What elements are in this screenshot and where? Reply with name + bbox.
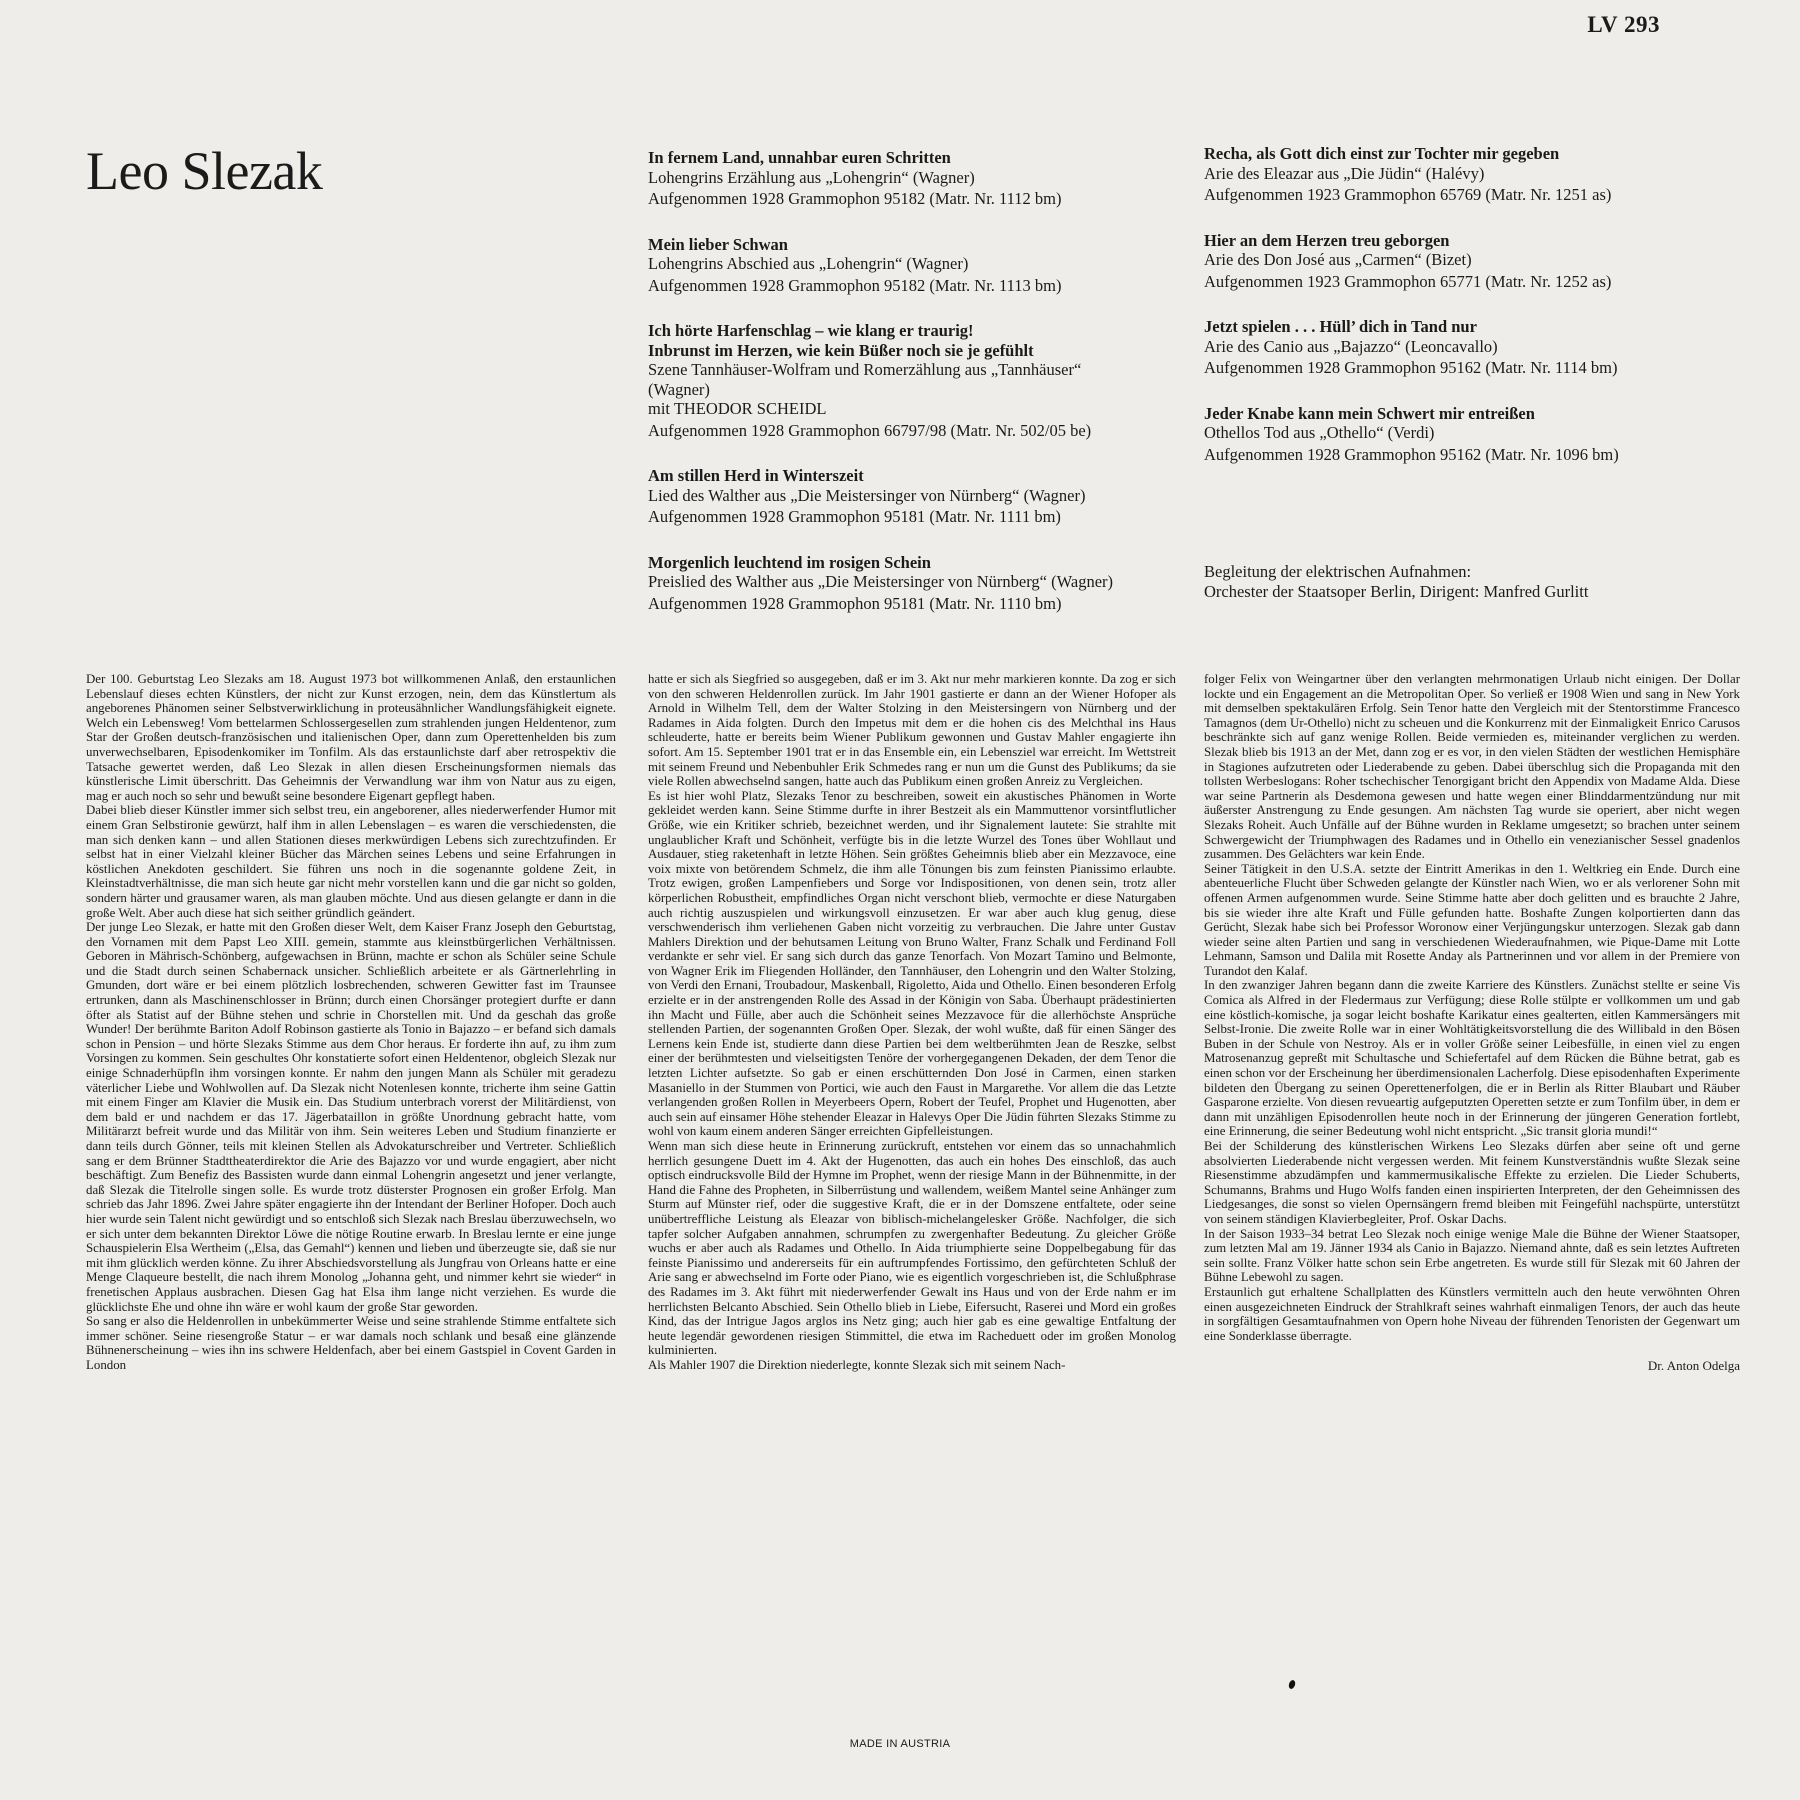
track-entry [648, 466, 1188, 527]
track-recording-info: Aufgenommen 1928 Grammophon 95162 (Matr. Nr. 1096 bm) [1204, 444, 1619, 464]
essay-paragraph: Als Mahler 1907 die Direktion niederlegte, konnte Slezak sich mit seinem Nach- [648, 1357, 1066, 1372]
essay-paragraph: Der junge Leo Slezak, er hatte mit den Großen dieser Welt, dem Kaiser Franz Joseph den Geburtstag, den Vornamen mit dem Papst Leo XIII. gemein, stammte aus kleinstbürgerlichen Verhältnissen. Geboren in Mährisch-Schönberg, aufgewachsen in Brünn, machte er schon als Schüler seine Schule und die Stadt durch seinen Schabernack unsicher. Schließlich arbeitete er als Gärtnerlehrling in Gmunden, dort wäre er bei einem plötzlich losbrechenden, schweren Gewitter fast im Traunsee ertrunken, dann als Maschinenschlosser in Brünn; durch einen Chorsänger protegiert durfte er dann öfter als Statist auf der Bühne stehen und schrie in Chorstellen mit. Und da geschah das große Wunder! Der berühmte Bariton Adolf Robinson gastierte als Tonio in Bajazzo – er befand sich damals schon in Pension – und hörte Slezaks Stimme aus dem Chor heraus. Er forderte ihn auf, zu ihm zum Vorsingen zu kommen. Sein geschultes Ohr konstatierte sofort einen Heldentenor, obgleich Slezak nur einige Schnaderhüpfln ihm vorsingen konnte. Er nahm den jungen Mann als Schüler mit geradezu väterlicher Liebe und Wohlwollen auf. Da Slezak nicht Notenlesen konnte, tricherte ihm seine Gattin mit einem Finger am Klavier die Musik ein. Das Studium unterbrach vorerst der Militärdienst, von dem bald er und nachdem er das 17. Jägerbataillon in größte Unordnung gebracht hatte, vom Militärarzt befreit wurde und das Militär von ihm. Sein weiteres Leben und Studium finanzierte er dann teils durch Gönner, teils mit kleinen Stellen als Advokaturschreiber und Vertreter. Schließlich sang er dem Brünner Stadttheaterdirektor die Arie des Bajazzo vor und wurde engagiert, aber nicht beschäftigt. Zum Benefiz des Bassisten wurde dann einmal Lohengrin angesetzt und jener verlangte, daß Slezak die Titelrolle singen solle. Es wurde trotz düsterster Prognosen ein großer Erfolg. Man schrieb das Jahr 1896. Zwei Jahre später engagierte ihn der Intendant der Berliner Hofoper. Doch auch hier wurde sein Talent nicht gewürdigt und so entschloß sich Slezak nach Breslau überzuwechseln, wo er sich unter dem bekannten Direktor Löwe die nötige Routine erwarb. In Breslau lernte er eine junge Schauspielerin Elsa Wertheim („Elsa, das Gemahl“) kennen und lieben und überzeugte sie, daß sie nur mit ihm glücklich werden könne. Zu ihrer Abschiedsvorstellung als Jungfrau von Orleans hatte er eine Menge Claqueure bestellt, die nach ihrem Monolog „Johanna geht, und nimmer kehrt sie wieder“ in frenetischen Applaus ausbrachen. Diesen Gag hat Elsa ihm lange nicht verziehen. Es wurde die glücklichste Ehe und ohne ihn wäre er wohl kaum der große Star geworden. [86, 920, 616, 1314]
accompaniment-credit [1204, 562, 1724, 601]
track-title: Recha, als Gott dich einst zur Tochter mir gegeben [1204, 144, 1560, 163]
track-title: Jetzt spielen . . . Hüll’ dich in Tand nur [1204, 317, 1477, 336]
track-recording-info: Aufgenommen 1923 Grammophon 65769 (Matr. Nr. 1251 as) [1204, 185, 1612, 204]
track-description: Arie des Eleazar aus „Die Jüdin“ (Halévy) [1204, 163, 1485, 183]
track-description: Szene Tannhäuser-Wolfram und Romerzählung aus „Tannhäuser“ [648, 360, 1082, 379]
track-recording-info: Aufgenommen 1928 Grammophon 66797/98 (Matr. Nr. 502/05 be) [648, 420, 1092, 440]
essay-column-3 [1204, 672, 1740, 1374]
essay-paragraph: Dabei blieb dieser Künstler immer sich selbst treu, ein angeborener, alles niederwerfender Humor mit einem Gran Selbstironie gewürzt, half ihm in allen Lebenslagen – es waren die verschiedensten, die man sich denken kann – und allen Stationen dieses merkwürdigen Lebens sich zurechtzufinden. Er selbst hat in einer Vielzahl kleiner Bücher das Märchen seines Lebens und seine Erfahrungen in köstlichen Anekdoten geschildert. Sie führen uns noch in die sogenannte goldene Zeit, in Kleinstadtverhältnisse, die man sich heute gar nicht mehr vorstellen kann und die gar nicht so golden, sondern härter und grausamer waren, als man glauben möchte. Und aus diesen gelangte er dann in die große Welt. Aber auch diese hat sich seither gründlich geändert. [86, 803, 616, 920]
track-description: (Wagner) [648, 379, 710, 399]
track-title: Hier an dem Herzen treu geborgen [1204, 230, 1450, 250]
artist-name: Leo Slezak [86, 141, 323, 201]
track-recording-info: Aufgenommen 1928 Grammophon 95182 (Matr. Nr. 1112 bm) [648, 189, 1062, 208]
track-recording-info: Aufgenommen 1923 Grammophon 65771 (Matr. Nr. 1252 as) [1204, 271, 1612, 291]
accompaniment-orchestra: Orchester der Staatsoper Berlin, Dirigent: Manfred Gurlitt [1204, 581, 1589, 601]
author-signature: Dr. Anton Odelga [1647, 1358, 1740, 1374]
essay-paragraph: Der 100. Geburtstag Leo Slezaks am 18. August 1973 bot willkommenen Anlaß, den erstaunlichen Lebenslauf dieses echten Künstlers, der nicht zur Kunst erzogen, nein, dem das Künstlertum als angeborenes Phänomen seiner Selbstverwirklichung in proteusähnlicher Wandlungsfähigkeit eignete. Welch ein Lebensweg! Vom bettelarmen Schlossergesellen zum strahlenden jungen Heldentenor, zum Star der Großen deutsch-französischen und italienischen Oper, dann zum Operettenhelden bis zum unverwechselbaren, Episodenkomiker im Tonfilm. Als das erstaunlichste darf aber retrospektiv die Tatsache gewertet werden, daß Leo Slezak in allen diesen Erscheinungsformen niemals das künstlerische Limit überschritt. Das Geheimnis der Verwandlung war ihm von Natur aus zu eigen, mag er auch noch so sehr und bewußt seine besondere Eigenart gepflegt haben. [86, 672, 616, 803]
made-in-label: MADE IN AUSTRIA [849, 1738, 951, 1750]
track-description: Preislied des Walther aus „Die Meistersinger von Nürnberg“ (Wagner) [648, 572, 1114, 591]
accompaniment-heading: Begleitung der elektrischen Aufnahmen: [1204, 562, 1472, 581]
essay-column-2 [648, 672, 1176, 1373]
track-title: Ich hörte Harfenschlag – wie klang er traurig! [648, 321, 974, 340]
essay-paragraph: Es ist hier wohl Platz, Slezaks Tenor zu beschreiben, soweit ein akustisches Phänomen in Worte gekleidet werden kann. Seine Stimme durfte in ihrer Bestzeit als ein Mammuttenor vorsintflutlicher Größe, wie ein Kritiker schrieb, bezeichnet werden, und ihr Signalement lautete: Sie strahlte mit unglaublicher Kraft und Schönheit, verfügte bis in die letzte Wurzel des Tones über Wohllaut und Ausdauer, stieg raketenhaft in letzte Höhen. Sein größtes Geheimnis blieb aber ein Mezzavoce, eine voix mixte von betörendem Schmelz, die ihm alle Tönungen bis zum feinsten Pianissimo erlaubte. Trotz ewigen, großen Lampenfiebers und Sorge vor Indispositionen, von denen sein, trotz aller körperlichen Robustheit, empfindliches Organ nicht verschont blieb, vermochte er diese Naturgaben auch richtig auszuspielen und wirkungsvoll einzusetzen. Er war aber auch klug genug, diese verschwenderisch ihm verliehenen Gaben nicht vorzeitig zu verbrauchen. Die Jahre unter Gustav Mahlers Direktion und der behutsamen Leitung von Bruno Walter, Franz Schalk und Ferdinand Foll verdankte er sehr viel. Er sang sich durch das ganze Tenorfach. Von Mozart Tamino und Belmonte, von Wagner Erik im Fliegenden Holländer, den Tannhäuser, den Lohengrin und den Walter Stolzing, von Verdi den Ernani, Troubadour, Maskenball, Rigoletto, Aida und Othello. Einen besonderen Erfolg erzielte er in der anstrengenden Rolle des Assad in der Königin von Saba. Überhaupt prädestinierten ihn Macht und Fülle, aber auch die Schönheit seines Mezzavoce für die allerhöchste Ansprüche stellenden Partien, der sogenannten Großen Oper. Slezak, der wohl wußte, daß für einen Sänger des Lernens kein Ende ist, studierte dann diese Partien bei dem weltberühmten Jean de Reszke, selbst einer der berühmtesten und vielseitigsten Tenöre der vorhergegangenen Dekaden, der dem Tenor die letzten Lichter aufsetzte. So gab er einen erschütternden Don José in Carmen, einen starken Masaniello in der Stummen von Portici, wie auch den Faust in Margarethe. Vor allem die das Letzte verlangenden großen Rollen in Meyerbeers Opern, Robert der Teufel, Prophet und Hugenotten, aber auch sein auf einsamer Höhe stehender Eleazar in Halevys Oper Die Jüdin führten Slezaks Stimme zu wohl von kaum einem anderen Sänger erreichten Gipfelleistungen. [648, 788, 1176, 1139]
track-description: mit THEODOR SCHEIDL [648, 399, 827, 418]
track-entry [1204, 144, 1724, 205]
track-description: Othellos Tod aus „Othello“ (Verdi) [1204, 423, 1435, 442]
print-speck [1288, 1679, 1297, 1690]
track-list-right [1204, 144, 1724, 490]
essay-paragraph: So sang er also die Heldenrollen in unbekümmerter Weise und seine strahlende Stimme entfaltete sich immer schöner. Seine riesengroße Statur – er war damals noch schlank und besaß eine glänzende Bühnenerscheinung – wies ihn ins schwere Heldenfach, aber bei einem Gastspiel in Covent Garden in London [86, 1314, 616, 1372]
essay-paragraph: hatte er sich als Siegfried so ausgegeben, daß er im 3. Akt nur mehr markieren konnte. Da zog er sich von den schweren Heldenrollen zurück. Im Jahr 1901 gastierte er dann an der Wiener Hofoper als Arnold in Wilhelm Tell, dem der Walter Stolzing in den Meistersingern von Nürnberg und der Radames in Aida folgten. Durch den Impetus mit dem er die hohen cis des Melchthal ins Haus schleuderte, hatte er bereits beim Wiener Publikum gewonnen und Gustav Mahler engagierte ihn sofort. Am 15. September 1901 trat er in das Ensemble ein, ein Lebensziel war erreicht. Im Wettstreit mit seinem Freund und Nebenbuhler Erik Schmedes rang er nun um die Gunst des Publikums; da sie viele Rollen abwechselnd sangen, hatte auch das Publikum einen großen Anreiz zu Vergleichen. [648, 672, 1176, 789]
essay-paragraph: Seiner Tätigkeit in den U.S.A. setzte der Eintritt Amerikas in den 1. Weltkrieg ein Ende. Durch eine abenteuerliche Flucht über Schweden gelangte der Künstler nach Wien, wo er als verlorener Sohn mit offenen Armen aufgenommen wurde. Seine Stimme hatte aber doch gelitten und es brauchte 2 Jahre, bis sie wieder ihre alte Kraft und Fülle gefunden hatte. Boshafte Zungen kolportierten dann das Gerücht, Slezak habe sich bei Professor Woronow einer Verjüngungskur unterzogen. Slezak gab dann wieder seine alten Partien und sang in verschiedenen Wiederaufnahmen, wie Pique-Dame mit Lotte Lehmann, Samson und Dalila mit Rosette Anday als Partnerinnen und vor allem in der Premiere von Turandot den Kalaf. [1204, 861, 1740, 978]
track-description: Lohengrins Abschied aus „Lohengrin“ (Wagner) [648, 254, 969, 273]
track-entry [648, 553, 1188, 614]
essay-column-1 [86, 672, 616, 1373]
essay-paragraph: In den zwanziger Jahren begann dann die zweite Karriere des Künstlers. Zunächst stellte er seine Vis Comica als Alfred in der Fledermaus zur Verfügung; diese Rolle stülpte er vollkommen um und gab eine köstlich-komische, ja sogar leicht boshafte Karikatur eines gealterten, eitlen Kammersängers mit Selbst-Ironie. Die zweite Rolle war in einer Wohltätigkeitsvorstellung die des Willibald in den Bösen Buben in der Schule von Nestroy. Als er in voller Größe seiner Leibesfülle, in einen viel zu engen Matrosenanzug gepreßt mit Schultasche und Schiefertafel auf dem Rücken die Bühne betrat, gab es einen schon vor der Erscheinung her überdimensionalen Lacherfolg. Diese episodenhaften Experimente bildeten den Übergang zu seinen Operettenerfolgen, die er in Berlin als Ritter Blaubart und Räuber Gasparone erzielte. Von diesen revueartig aufgeputzten Operetten setzte er zum Tonfilm über, in dem er dann mit unzähligen Episodenrollen heute noch in der Erinnerung der jüngeren Generation fortlebt, eine Erinnerung, die seiner Bedeutung wohl nicht entspricht. „Sic transit gloria mundi!“ [1204, 978, 1740, 1139]
track-recording-info: Aufgenommen 1928 Grammophon 95181 (Matr. Nr. 1110 bm) [648, 593, 1062, 613]
track-entry [648, 148, 1188, 209]
track-entry [648, 235, 1188, 296]
essay-paragraph: Wenn man sich diese heute in Erinnerung zurückruft, entstehen vor einem das so unnachahmlich herrlich gesungene Duett im 4. Akt der Hugenotten, das auch ein hohes Des einschloß, das auch optisch eindrucksvolle Bild der Hymne im Prophet, wenn der riesige Mann in der Bühnenmitte, in der Hand die Fahne des Propheten, in Silberrüstung und wallendem, weißem Mantel seine Anhänger zum Sturm auf Münster rief, oder die suggestive Kraft, die er in der Domszene entfaltete, oder seine unübertreffliche Leistung als Eleazar von biblisch-michelangelesker Größe. Nachfolger, die sich tapfer solcher Aufgaben annahmen, schrumpfen zu zwergenhafter Bedeutung. Zu gleicher Größe wuchs er aber auch als Radames und Othello. In Aida triumphierte seine Doppelbegabung für das feinste Pianissimo und andererseits für ein auftrumpfendes Fortissimo, den gefürchteten Schluß der Arie sang er abwechselnd im Forte oder Piano, wie es eigentlich vorgeschrieben ist, die Schlußphrase des Radames im 3. Akt führt mit niederwerfender Gewalt ins Haus und von der Erde nahm er im herrlichsten Belcanto Abschied. Sein Othello blieb in Liebe, Eifersucht, Raserei und Mord ein großes Kind, das der Intrigue Jagos arglos ins Netz ging; auch hier gab es eine gewaltige Entfaltung der heute legendär gewordenen riesigen Stimmittel, die etwa im Racheduett oder im großen Monolog kulminierten. [648, 1139, 1176, 1358]
track-title: Am stillen Herd in Winterszeit [648, 466, 864, 485]
track-title: Jeder Knabe kann mein Schwert mir entreißen [1204, 403, 1535, 423]
track-description: Lohengrins Erzählung aus „Lohengrin“ (Wagner) [648, 167, 975, 187]
essay-paragraph: folger Felix von Weingartner über den verlangten mehrmonatigen Urlaub nicht einigen. Der Dollar lockte und ein Engagement an die Metropolitan Oper. So verließ er 1908 Wien und sang in New York mit demselben spektakulären Erfolg. Sein Tenor hatte den Vergleich mit der Stentorstimme Francesco Tamagnos (dem Ur-Othello) nicht zu scheuen und die Konkurrenz mit der Einmaligkeit Enrico Carusos beschränkte sich auf ganz wenige Rollen. Beide vermieden es, miteinander verglichen zu werden. Slezak blieb bis 1913 an der Met, dann zog er es vor, in den vielen Städten der westlichen Hemisphäre in Stagiones aufzutreten oder Liederabende zu geben. Dabei überschlug sich die Propaganda mit den tollsten Werbeslogans: Roher tschechischer Tenorgigant bricht den Appendix von Madame Alda. Diese war seine Partnerin als Desdemona gewesen und hatte wegen einer Blinddarmentzündung nur mit äußerster Anstrengung zu Ende gesungen. Am nächsten Tag wurde sie operiert, aber nicht wegen Slezaks Roheit. Auch Unfälle auf der Bühne wurden in Reklame umgesetzt; so brachen unter seinem Schwergewicht der Triumphwagen des Radames und in Othello ein venezianischer Sessel gnadenlos zusammen. Des Gelächters war kein Ende. [1204, 672, 1740, 862]
track-description: Lied des Walther aus „Die Meistersinger von Nürnberg“ (Wagner) [648, 485, 1086, 505]
track-title: In fernem Land, unnahbar euren Schritten [648, 148, 951, 167]
track-title: Morgenlich leuchtend im rosigen Schein [648, 552, 931, 572]
track-entry [1204, 404, 1724, 465]
track-entry [1204, 231, 1724, 292]
track-recording-info: Aufgenommen 1928 Grammophon 95162 (Matr. Nr. 1114 bm) [1204, 358, 1618, 377]
track-entry [1204, 317, 1724, 378]
track-recording-info: Aufgenommen 1928 Grammophon 95182 (Matr. Nr. 1113 bm) [648, 275, 1062, 295]
track-title: Mein lieber Schwan [648, 234, 788, 254]
track-recording-info: Aufgenommen 1928 Grammophon 95181 (Matr. Nr. 1111 bm) [648, 507, 1061, 526]
catalog-number: LV 293 [1587, 12, 1660, 37]
track-entry [648, 321, 1188, 440]
essay-paragraph: Bei der Schilderung des künstlerischen Wirkens Leo Slezaks dürfen aber seine oft und gerne absolvierten Liederabende nicht vergessen werden. Mit feinem Kunstverständnis wußte Slezak seine Riesenstimme abzudämpfen und kammermusikalische Effekte zu erzielen. Die Lieder Schuberts, Schumanns, Brahms und Hugo Wolfs fanden einen inspirierten Interpreten, der den Geheimnissen des Liedgesanges, die sonst so vielen Opernsängern fremd bleiben mit Feingefühl nachspürte, unterstützt von seinem ständigen Klavierbegleiter, Prof. Oskar Dachs. [1204, 1139, 1740, 1226]
track-description: Arie des Canio aus „Bajazzo“ (Leoncavallo) [1204, 336, 1498, 356]
essay-paragraph: In der Saison 1933–34 betrat Leo Slezak noch einige wenige Male die Bühne der Wiener Staatsoper, zum letzten Mal am 19. Jänner 1934 als Canio in Bajazzo. Niemand ahnte, daß es sein letztes Auftreten sein sollte. Franz Völker hatte schon sein Erbe angetreten. Es wurde still für Slezak mit 60 Jahren der Bühne Lebewohl zu sagen. [1204, 1226, 1740, 1285]
track-description: Arie des Don José aus „Carmen“ (Bizet) [1204, 250, 1472, 269]
track-list-left [648, 148, 1188, 639]
essay-paragraph: Erstaunlich gut erhaltene Schallplatten des Künstlers vermitteln auch den heute verwöhnten Ohren einen ausgezeichneten Eindruck der Strahlkraft seines wahrhaft einmaligen Tenors, der auch das heute in sorgfältigen Gesamtaufnahmen von Opern hohe Niveau der führenden Tenoristen der Gegenwart um eine Sonderklasse überragte. [1204, 1284, 1740, 1343]
track-title: Inbrunst im Herzen, wie kein Büßer noch sie je gefühlt [648, 340, 1034, 360]
